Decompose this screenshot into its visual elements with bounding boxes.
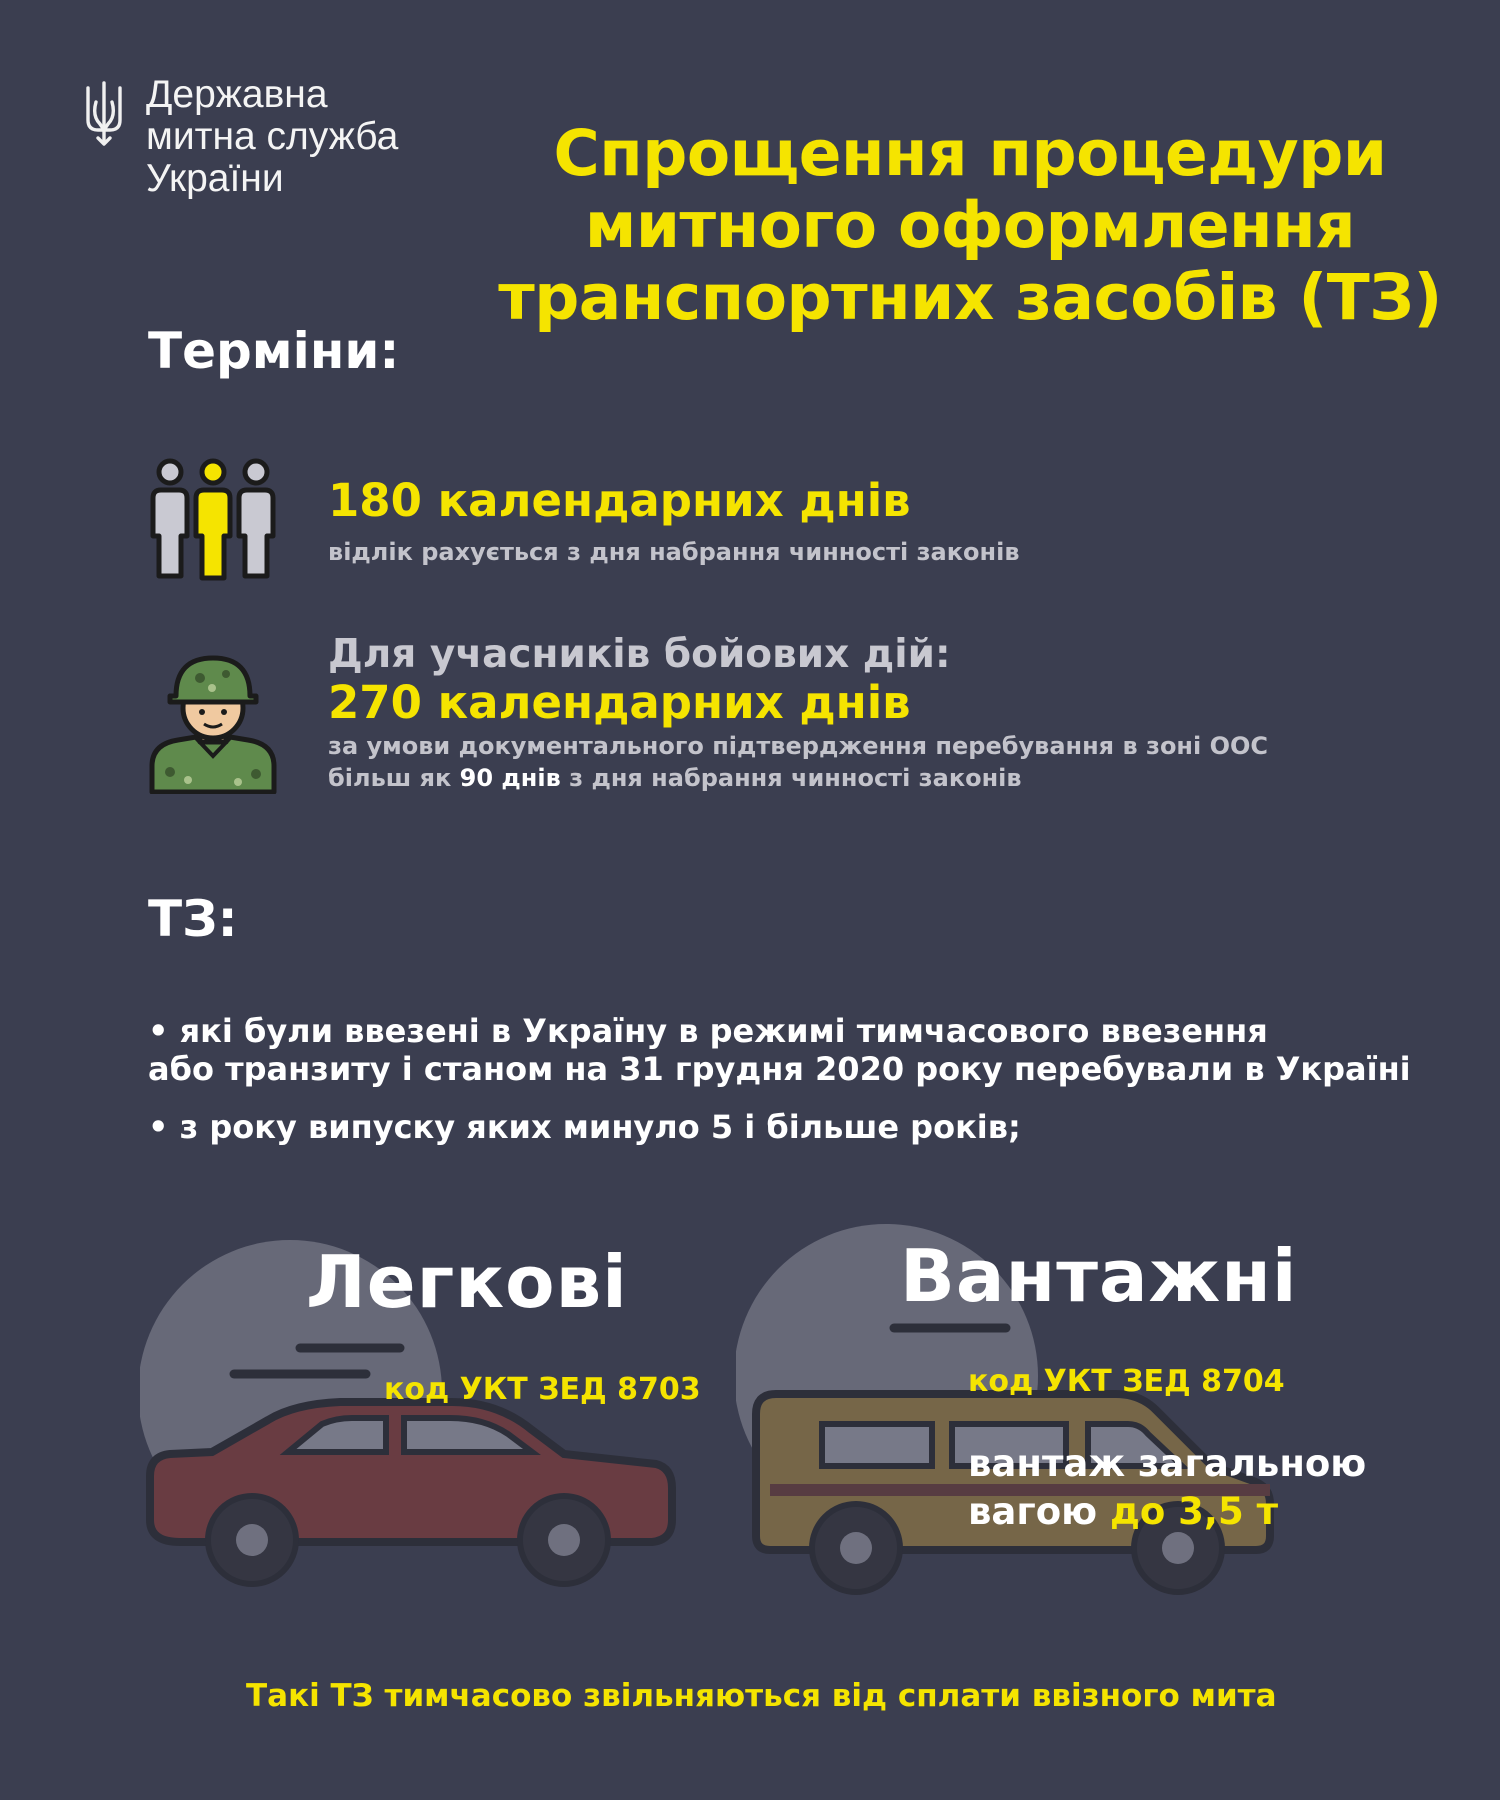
footer-note: Такі ТЗ тимчасово звільняються від сплати ввізного мита [246, 1678, 1277, 1714]
term1-value: 180 календарних днів [328, 474, 911, 527]
trucks-code: код УКТ ЗЕД 8704 [968, 1364, 1285, 1399]
trucks-cargo-line2 [968, 1488, 1366, 1536]
term2-value: 270 календарних днів [328, 676, 911, 729]
term2-note-line2 [328, 764, 1022, 792]
term1-note: відлік рахується з дня набрання чинності законів [328, 538, 1020, 566]
terms-heading: Терміни: [148, 322, 400, 380]
trident-logo-icon [84, 80, 124, 148]
soldier-icon [146, 648, 280, 794]
trucks-cargo-weight: до 3,5 т [1109, 1490, 1279, 1533]
vehicles-heading: ТЗ: [148, 890, 238, 948]
org-name-line3: України [146, 157, 284, 200]
title-line1: Спрощення процедури [553, 117, 1387, 190]
trucks-cargo [968, 1440, 1366, 1536]
cars-code: код УКТ ЗЕД 8703 [384, 1372, 701, 1407]
term2-note-bold: 90 днів [459, 764, 561, 792]
bullet2: • з року випуску яких минуло 5 і більше років; [148, 1108, 1021, 1146]
bullet1-line1: • які були ввезені в Україну в режимі тимчасового ввезення [148, 1012, 1268, 1050]
trucks-title: Вантажні [900, 1234, 1298, 1318]
term2-lead: Для учасників бойових дій: [328, 632, 951, 677]
org-name [146, 74, 398, 200]
page-title [420, 118, 1500, 334]
org-name-line2: митна служба [146, 115, 399, 158]
cars-title: Легкові [306, 1240, 628, 1324]
term2-note-line1: за умови документального підтвердження перебування в зоні ООС [328, 732, 1269, 760]
term2-note-post: з дня набрання чинності законів [560, 764, 1022, 792]
trucks-cargo-line1: вантаж загальною [968, 1442, 1367, 1485]
trucks-cargo-pre: вагою [968, 1490, 1110, 1533]
org-name-line1: Державна [146, 73, 328, 116]
people-icon [148, 458, 278, 582]
bullet1-line2: або транзиту і станом на 31 грудня 2020 року перебували в Україні [148, 1050, 1411, 1088]
term2-note-pre: більш як [328, 764, 460, 792]
title-line2: митного оформлення [584, 189, 1356, 262]
title-line3: транспортних засобів (ТЗ) [498, 261, 1442, 334]
